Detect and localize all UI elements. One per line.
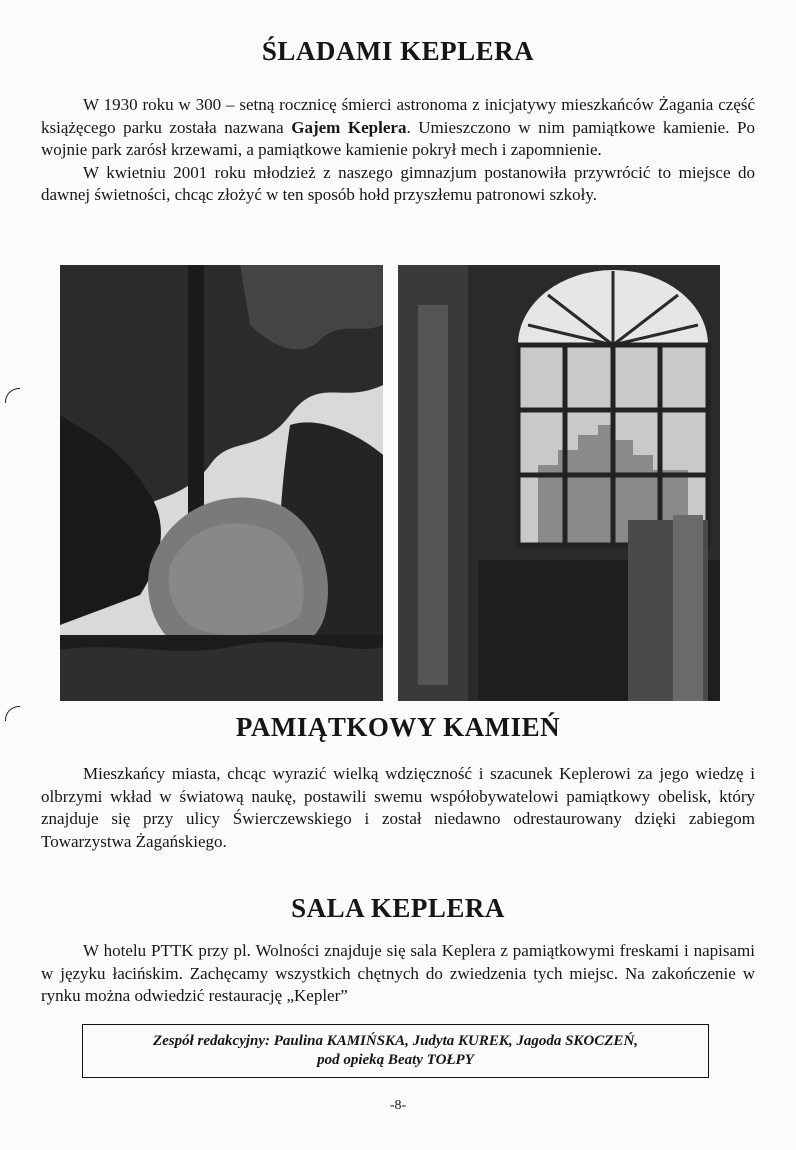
stone-paragraph: Mieszkańcy miasta, chcąc wyrazić wielką wdzięczność i szacunek Keplerowi za jego wiedzę i olbrzymi wkład w światową naukę, postawili swemu współobywatelowi pamiątkowy obelisk, który znajduje się przy ulicy Świerczewskiego i został niedawno odrestaurowany dzięki zabiegom Towarzystwa Żagańskiego. <box>41 764 755 851</box>
punch-hole-mark-top <box>5 388 20 403</box>
photo-memorial-stone <box>60 265 383 701</box>
arched-window-image <box>398 265 720 701</box>
heading-sladami-keplera: ŚLADAMI KEPLERA <box>261 36 535 66</box>
intro-p1-start: W 1930 roku w 300 – setną rocznicę śmierci astronoma z inicjatywy mieszkańców Żagania część książęcego parku została nazwana <box>41 95 755 137</box>
intro-paragraph-1 <box>41 94 755 162</box>
page-number: -8- <box>389 1098 407 1113</box>
editorial-team-line-2: pod opieką Beaty TOŁPY <box>317 1052 474 1068</box>
stone-section-text <box>41 763 755 853</box>
editorial-team-line-1: Zespół redakcyjny: Paulina KAMIŃSKA, Judyta KUREK, Jagoda SKOCZEŃ, <box>152 1033 639 1049</box>
heading-sala-keplera: SALA KEPLERA <box>291 893 505 923</box>
intro-p1-end: . Umieszczono w nim pamiątkowe kamienie. Po wojnie park zarósł krzewami, a pamiątkowe kamienie pokrył mech i zapomnienie. <box>41 117 755 159</box>
hall-paragraph: W hotelu PTTK przy pl. Wolności znajduje się sala Keplera z pamiątkowymi freskami i napisami w języku łacińskim. Zachęcamy wszystkich chętnych do zwiedzenia tych miejsc. Na zakończenie w rynku można odwiedzić restaurację „Kepler” <box>41 941 755 1005</box>
gaj-keplera-bold: Gajem Keplera <box>291 117 407 137</box>
memorial-stone-image <box>60 265 383 701</box>
heading-pamiatkowy-kamien: PAMIĄTKOWY KAMIEŃ <box>235 712 561 742</box>
editorial-team-box <box>82 1024 709 1078</box>
hall-section-text <box>41 940 755 1008</box>
intro-text <box>41 94 755 207</box>
intro-paragraph-2: W kwietniu 2001 roku młodzież z naszego gimnazjum postanowiła przywrócić to miejsce do dawnej świetności, chcąc złożyć w ten sposób hołd przyszłemu patronowi szkoły. <box>41 162 755 204</box>
photo-arched-window <box>398 265 720 701</box>
